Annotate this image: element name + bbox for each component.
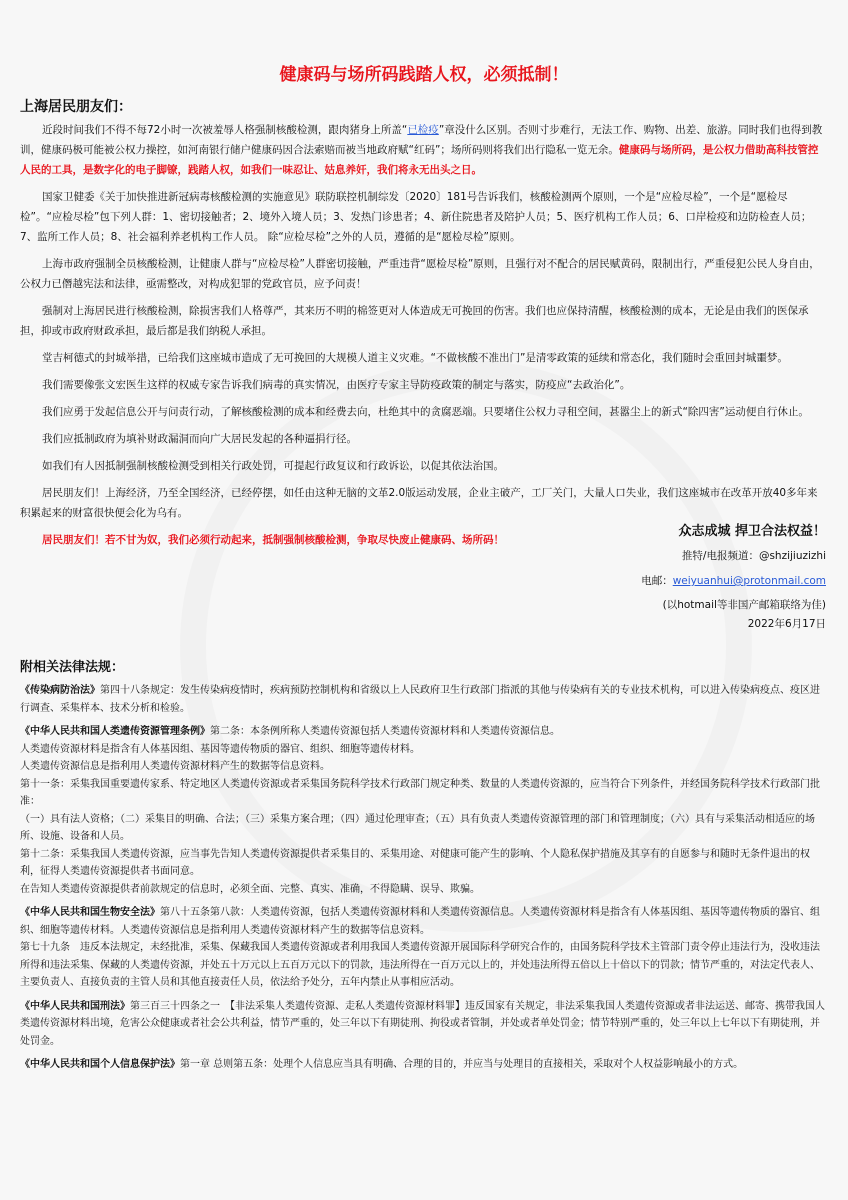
law-3-text: 第八十五条第八款：人类遗传资源，包括人类遗传资源材料和人类遗传资源信息。人类遗传资源材料是指含有人体基因组、基因等遗传物质的器官、组织、细胞等遗传材料。人类遗传资源信息是指利用人类遗传资源材料产生的数据等信息资料。 bbox=[20, 907, 820, 936]
paragraph-2: 国家卫健委《关于加快推进新冠病毒核酸检测的实施意见》联防联控机制综发〔2020〕181号告诉我们，核酸检测两个原则，一个是“应检尽检”，一个是“愿检尽检”。“应检尽检”包下列人群：1、密切接触者；2、境外入境人员；3、发热门诊患者；4、新住院患者及陪护人员；5、医疗机构工作人员；6、口岸检疫和边防检查人员；7、监所工作人员；8、社会福利养老机构工作人员。 除“应检尽检”之外的人员，遵循的是“愿检尽检”原则。 bbox=[20, 191, 812, 243]
law-1-title: 《传染病防治法》 bbox=[20, 685, 100, 696]
law-2-line: 人类遗传资源材料是指含有人体基因组、基因等遗传物质的器官、组织、细胞等遗传材料。 bbox=[20, 743, 420, 755]
paragraph-11-call-to-action: 居民朋友们！若不甘为奴，我们必须行动起来，抵制强制核酸检测，争取尽快废止健康码、场所码！ bbox=[42, 534, 504, 546]
paragraph-9: 如我们有人因抵制强制核酸检测受到相关行政处罚，可提起行政复议和行政诉讼，以促其依法治国。 bbox=[42, 460, 504, 472]
paragraph-4: 强制对上海居民进行核酸检测，除损害我们人格尊严，其来历不明的棉签更对人体造成无可挽回的伤害。我们也应保持清醒，核酸检测的成本，无论是由我们的医保承担，抑或市政府财政承担，最后都是我们纳税人承担。 bbox=[20, 305, 809, 337]
paragraph-1-text-a: 近段时间我们不得不每72小时一次被羞辱人格强制核酸检测，跟肉猪身上所盖“ bbox=[42, 124, 408, 136]
paragraph-3: 上海市政府强制全员核酸检测，让健康人群与“应检尽检”人群密切接触，严重违背“愿检尽检”原则，且强行对不配合的居民赋黄码，限制出行，严重侵犯公民人身自由，公权力已僭越宪法和法律，亟需整改，对构成犯罪的党政官员，应予问责！ bbox=[20, 258, 820, 290]
paragraph-1-text-b: ”章没什么区别。否则寸步难行，无法工作、购物、出差、旅游。同时我们也得到教训，健康码极可能被公权力操控，如河南银行储户健康码因合法索赔而被当地政府赋“红码”；场所码则将我们出行隐私一览无余。 bbox=[20, 124, 823, 156]
paragraph-10: 居民朋友们！上海经济，乃至全国经济，已经停摆，如任由这种无脑的文革2.0版运动发展，企业主破产，工厂关门，大量人口失业，我们这座城市在改革开放40多年来积累起来的财富很快便会化为乌有。 bbox=[20, 487, 818, 519]
signature-email-note: (以hotmail等非国产邮箱联络为佳) bbox=[662, 599, 826, 611]
law-5-text: 第一章 总则第五条：处理个人信息应当具有明确、合理的目的，并应当与处理目的直接相关，采取对个人权益影响最小的方式。 bbox=[180, 1059, 744, 1070]
signature-slogan: 众志成城 捍卫合法权益！ bbox=[678, 524, 826, 539]
letter-body bbox=[20, 120, 828, 557]
email-link[interactable]: weiyuanhui@protonmail.com bbox=[672, 575, 826, 587]
appendix-laws bbox=[20, 682, 828, 1080]
paragraph-8: 我们应抵制政府为填补财政漏洞而向广大居民发起的各种逼捐行径。 bbox=[42, 433, 357, 445]
signature-date: 2022年6月17日 bbox=[747, 618, 826, 630]
law-2-line: 人类遗传资源信息是指利用人类遗传资源材料产生的数据等信息资料。 bbox=[20, 761, 330, 772]
law-2-line: 第二条：本条例所称人类遗传资源包括人类遗传资源材料和人类遗传资源信息。 bbox=[210, 726, 560, 737]
law-2-line: 第十一条：采集我国重要遗传家系、特定地区人类遗传资源或者采集国务院科学技术行政部门规定种类、数量的人类遗传资源的，应当符合下列条件，并经国务院科学技术行政部门批准： bbox=[20, 778, 820, 807]
paragraph-5: 堂吉柯德式的封城举措，已给我们这座城市造成了无可挽回的大规模人道主义灾难。“不做核酸不准出门”是清零政策的延续和常态化，我们随时会重回封城噩梦。 bbox=[42, 352, 788, 364]
law-5 bbox=[20, 1056, 828, 1074]
email-label: 电邮： bbox=[641, 575, 673, 587]
law-2-title: 《中华人民共和国人类遗传资源管理条例》 bbox=[20, 726, 210, 737]
law-4-text: 第三百三十四条之一 【非法采集人类遗传资源、走私人类遗传资源材料罪】违反国家有关规定，非法采集我国人类遗传资源或者非法运送、邮寄、携带我国人类遗传资源材料出境，危害公众健康或者社会公共利益，情节严重的，处三年以下有期徒刑、拘役或者管制，并处或者单处罚金；情节特别严重的，处三年以上七年以下有期徒刑，并处罚金。 bbox=[20, 1000, 825, 1047]
paragraph-1-highlight: 健康码与场所码，是公权力借助高科技管控人民的工具，是数字化的电子脚镣，践踏人权，如我们一味忍让、姑息养奸，我们将永无出头之日。 bbox=[20, 144, 819, 176]
law-3-title: 《中华人民共和国生物安全法》 bbox=[20, 907, 160, 918]
paragraph-6: 我们需要像张文宏医生这样的权威专家告诉我们病毒的真实情况，由医疗专家主导防疫政策的制定与落实，防疫应“去政治化”。 bbox=[42, 379, 631, 391]
quarantine-stamp-link[interactable]: 已检疫 bbox=[407, 124, 439, 136]
law-2-line: 第十二条：采集我国人类遗传资源，应当事先告知人类遗传资源提供者采集目的、采集用途、对健康可能产生的影响、个人隐私保护措施及其享有的自愿参与和随时无条件退出的权利，征得人类遗传资源提供者书面同意。 bbox=[20, 848, 810, 877]
law-2-line: 在告知人类遗传资源提供者前款规定的信息时，必须全面、完整、真实、准确，不得隐瞒、误导、欺骗。 bbox=[20, 883, 480, 895]
appendix-heading: 附相关法律法规： bbox=[20, 660, 125, 675]
law-3 bbox=[20, 904, 828, 939]
law-1-text: 第四十八条规定：发生传染病疫情时，疾病预防控制机构和省级以上人民政府卫生行政部门指派的其他与传染病有关的专业技术机构，可以进入传染病疫点、疫区进行调查、采集样本、技术分析和检验。 bbox=[20, 685, 820, 714]
signature-channel: 推特/电报频道：@shzijiuzizhi bbox=[681, 550, 826, 562]
paragraph-7: 我们应勇于发起信息公开与问责行动，了解核酸检测的成本和经费去向，杜绝其中的贪腐恶端。只要堵住公权力寻租空间，甚嚣尘上的新式“除四害”运动便自行休止。 bbox=[42, 406, 809, 418]
document-title: 健康码与场所码践踏人权，必须抵制！ bbox=[279, 65, 569, 85]
paragraph-1 bbox=[20, 120, 828, 180]
signature-email-line bbox=[641, 573, 826, 588]
law-2-line: （一）具有法人资格；（二）采集目的明确、合法；（三）采集方案合理；（四）通过伦理审查；（五）具有负责人类遗传资源管理的部门和管理制度；（六）具有与采集活动相适应的场所、设施、设备和人员。 bbox=[20, 813, 815, 842]
law-5-title: 《中华人民共和国个人信息保护法》 bbox=[20, 1059, 180, 1070]
law-3-text-2: 第七十九条 违反本法规定，未经批准，采集、保藏我国人类遗传资源或者利用我国人类遗传资源开展国际科学研究合作的，由国务院科学技术主管部门责令停止违法行为，没收违法所得和违法采集、保藏的人类遗传资源，并处五十万元以上五百万元以下的罚款，违法所得在一百万元以上的，并处违法所得五倍以上十倍以下的罚款；情节严重的，对法定代表人、主要负责人、直接负责的主管人员和其他直接责任人员，依法给予处分，五年内禁止从事相应活动。 bbox=[20, 942, 820, 988]
salutation: 上海居民朋友们： bbox=[20, 99, 132, 115]
law-1 bbox=[20, 682, 828, 717]
law-2 bbox=[20, 723, 828, 741]
law-4-title: 《中华人民共和国刑法》 bbox=[20, 1000, 130, 1012]
law-4 bbox=[20, 998, 828, 1051]
